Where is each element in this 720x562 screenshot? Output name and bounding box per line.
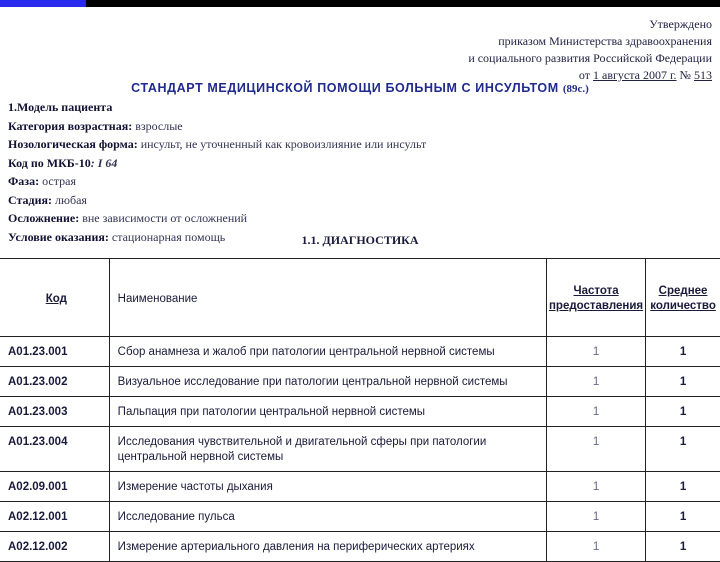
table-row xyxy=(0,472,720,502)
approval-number-label: № xyxy=(676,68,694,82)
field-label: Нозологическая форма: xyxy=(8,137,138,151)
header-code: Код xyxy=(0,259,109,337)
cell-frequency: 1 xyxy=(546,532,645,562)
cell-frequency: 1 xyxy=(546,337,645,367)
cell-frequency: 1 xyxy=(546,472,645,502)
cell-code: А02.09.001 xyxy=(0,472,109,502)
cell-average: 1 xyxy=(646,532,720,562)
cell-name: Исследование пульса xyxy=(109,502,546,532)
cell-average: 1 xyxy=(646,502,720,532)
cell-name: Сбор анамнеза и жалоб при патологии центральной нервной системы xyxy=(109,337,546,367)
diagnostics-table xyxy=(0,258,720,562)
section-heading: 1.1. ДИАГНОСТИКА xyxy=(301,233,419,247)
field-age-category xyxy=(8,117,426,136)
table-header-row xyxy=(0,259,720,337)
cell-average: 1 xyxy=(646,337,720,367)
approval-date: 1 августа 2007 г. xyxy=(593,68,677,82)
table-row xyxy=(0,397,720,427)
cell-average: 1 xyxy=(646,397,720,427)
cell-frequency: 1 xyxy=(546,397,645,427)
field-value: инсульт, не уточненный как кровоизлияние или инсульт xyxy=(137,137,427,151)
cell-code: А02.12.001 xyxy=(0,502,109,532)
cell-frequency: 1 xyxy=(546,427,645,472)
cell-frequency: 1 xyxy=(546,367,645,397)
header-average-quantity: Среднее количество xyxy=(646,259,720,337)
field-stage xyxy=(8,191,426,210)
field-label: Фаза: xyxy=(8,174,40,188)
field-label: Условие оказания: xyxy=(8,229,109,244)
approval-block xyxy=(468,16,712,84)
field-value: взрослые xyxy=(132,118,183,133)
field-icd10-code xyxy=(8,154,426,173)
cell-average: 1 xyxy=(646,427,720,472)
field-phase xyxy=(8,172,426,191)
cell-name: Пальпация при патологии центральной нервной системы xyxy=(109,397,546,427)
cell-average: 1 xyxy=(646,472,720,502)
table-row xyxy=(0,337,720,367)
approval-date-prefix: от xyxy=(578,68,594,82)
document-title xyxy=(0,81,720,95)
field-value: любая xyxy=(52,192,87,207)
cell-name: Исследования чувствительной и двигательной сферы при патологии центральной нервной системы xyxy=(109,427,546,472)
table-row xyxy=(0,532,720,562)
header-frequency: Частота предоставления xyxy=(546,259,645,337)
table-row xyxy=(0,367,720,397)
field-value: вне зависимости от осложнений xyxy=(79,211,248,225)
field-complication xyxy=(8,209,426,228)
approval-line-2: приказом Министерства здравоохранения xyxy=(498,34,712,48)
cell-frequency: 1 xyxy=(546,502,645,532)
field-nosological-form xyxy=(8,135,426,154)
field-label: Стадия: xyxy=(8,192,53,207)
patient-model-heading: 1.Модель пациента xyxy=(8,100,113,114)
field-label: Категория возрастная: xyxy=(8,118,133,133)
cell-name: Визуальное исследование при патологии центральной нервной системы xyxy=(109,367,546,397)
top-bar-accent xyxy=(0,0,86,7)
field-value: стационарная помощь xyxy=(108,229,226,244)
cell-code: А01.23.001 xyxy=(0,337,109,367)
approval-line-3: и социального развития Российской Федерации xyxy=(468,51,712,65)
document-title-main: СТАНДАРТ МЕДИЦИНСКОЙ ПОМОЩИ БОЛЬНЫМ С ИНСУЛЬТОМ xyxy=(131,81,559,95)
patient-model xyxy=(8,98,426,246)
approval-line-1: Утверждено xyxy=(649,17,712,31)
cell-name: Измерение артериального давления на периферических артериях xyxy=(109,532,546,562)
field-label: Осложнение: xyxy=(8,211,80,225)
cell-average: 1 xyxy=(646,367,720,397)
field-value: острая xyxy=(39,174,76,188)
field-value: : I 64 xyxy=(90,155,118,170)
cell-code: А01.23.004 xyxy=(0,427,109,472)
field-label: Код по МКБ-10 xyxy=(8,155,91,170)
top-bar xyxy=(0,0,720,7)
cell-code: А01.23.002 xyxy=(0,367,109,397)
cell-code: А02.12.002 xyxy=(0,532,109,562)
table-row xyxy=(0,427,720,472)
cell-code: А01.23.003 xyxy=(0,397,109,427)
approval-number: 513 xyxy=(694,68,712,82)
document-title-suffix: (89с.) xyxy=(562,83,589,95)
table-row xyxy=(0,502,720,532)
header-name: Наименование xyxy=(109,259,546,337)
cell-name: Измерение частоты дыхания xyxy=(109,472,546,502)
